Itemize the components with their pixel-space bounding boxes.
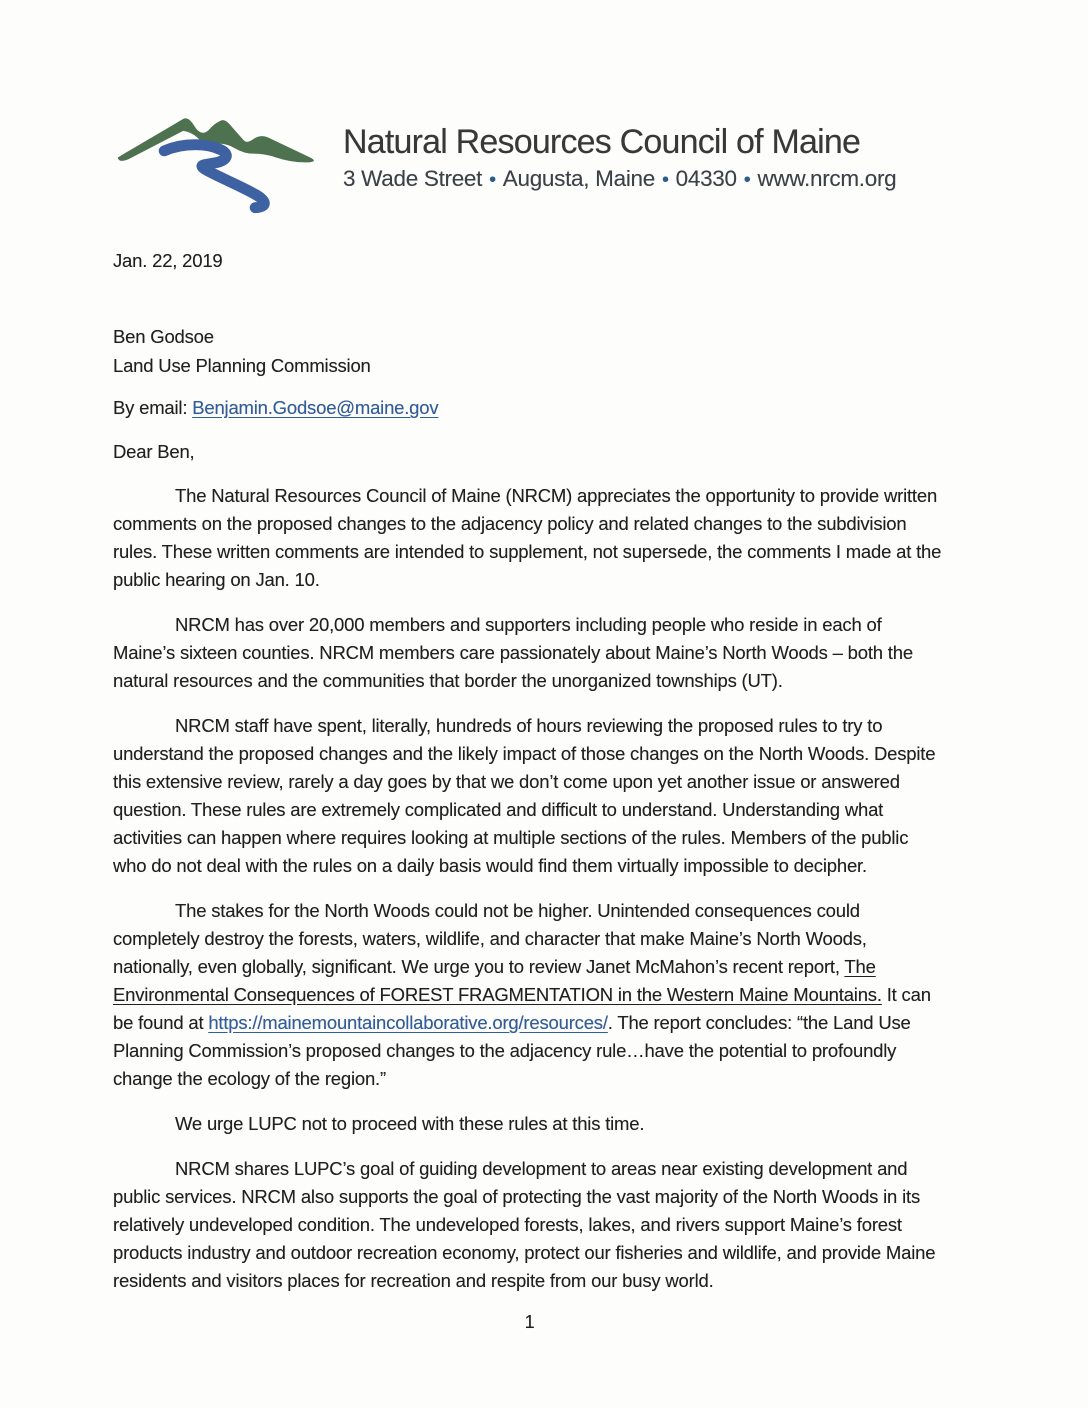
city-state: Augusta, Maine: [502, 166, 655, 191]
street-address: 3 Wade Street: [343, 166, 483, 191]
salutation: Dear Ben,: [113, 441, 195, 462]
email-label: By email:: [113, 397, 193, 418]
date-line: Jan. 22, 2019: [113, 250, 223, 271]
bullet-separator-icon: •: [661, 169, 669, 191]
org-name: Natural Resources Council of Maine: [343, 123, 861, 161]
paragraph-5: We urge LUPC not to proceed with these rules at this time.: [175, 1113, 645, 1134]
letter-paragraphs: [113, 482, 946, 1295]
paragraph-4-end: . The report concludes: “the Land Use Planning Commission’s proposed changes to the adjacency rule…have the potential to profoundly change the ecology of the region.”: [113, 1012, 911, 1089]
nrcm-mountain-river-logo-icon: [113, 108, 331, 224]
paragraph-4-intro: The stakes for the North Woods could not be higher. Unintended consequences could completely destroy the forests, waters, wildlife, and character that make Maine’s North Woods, nationally, even globally, significant. We urge you to review Janet McMahon’s recent report,: [113, 900, 867, 977]
paragraph-4-mid: It can be found at: [113, 984, 931, 1033]
email-link[interactable]: Benjamin.Godsoe@maine.gov: [192, 397, 439, 418]
recipient-name: Ben Godsoe: [113, 326, 214, 347]
logo-river: [164, 145, 264, 208]
paragraph-6: NRCM shares LUPC’s goal of guiding development to areas near existing development and public services. NRCM also supports the goal of protecting the vast majority of the North Woods in its relatively undeveloped condition. The undeveloped forests, lakes, and rivers support Maine’s forest products industry and outdoor recreation economy, protect our fisheries and wildlife, and provide Maine residents and visitors places for recreation and respite from our busy world.: [113, 1158, 936, 1291]
recipient-block: [113, 322, 946, 380]
paragraph-2: NRCM has over 20,000 members and supporters including people who reside in each of Maine’s sixteen counties. NRCM members care passionately about Maine’s North Woods – both the natural resources and the communities that border the unorganized townships (UT).: [113, 614, 913, 691]
bullet-separator-icon: •: [489, 169, 496, 191]
recipient-org: Land Use Planning Commission: [113, 355, 371, 376]
zip-code: 04330: [675, 166, 737, 191]
letterhead-text: [343, 122, 896, 194]
paragraph-4: [113, 897, 946, 1093]
report-title: The Environmental Consequences of FOREST FRAGMENTATION in the Western Maine Mountains.: [113, 956, 882, 1005]
address-line: [343, 165, 896, 194]
letter-body: [113, 248, 946, 1333]
paragraph-3: NRCM staff have spent, literally, hundreds of hours reviewing the proposed rules to try to understand the proposed changes and the likely impact of those changes on the North Woods. Despite this extensive review, rarely a day goes by that we don’t come upon yet another issue or answered question. These rules are extremely complicated and difficult to understand. Understanding what activities can happen where requires looking at multiple sections of the rules. Members of the public who do not deal with the rules on a daily basis would find them virtually impossible to decipher.: [113, 715, 936, 876]
logo-mountains: [118, 118, 314, 162]
bullet-separator-icon: •: [743, 169, 751, 191]
paragraph-1: The Natural Resources Council of Maine (NRCM) appreciates the opportunity to provide written comments on the proposed changes to the adjacency policy and related changes to the subdivision rules. These written comments are intended to supplement, not supersede, the comments I made at the public hearing on Jan. 10.: [113, 485, 942, 590]
page-number: 1: [524, 1312, 535, 1332]
resources-url-link[interactable]: https://mainemountaincollaborative.org/resources/: [208, 1012, 608, 1033]
email-line: [113, 395, 946, 421]
letterhead: [113, 106, 946, 224]
website-url: www.nrcm.org: [757, 166, 897, 191]
